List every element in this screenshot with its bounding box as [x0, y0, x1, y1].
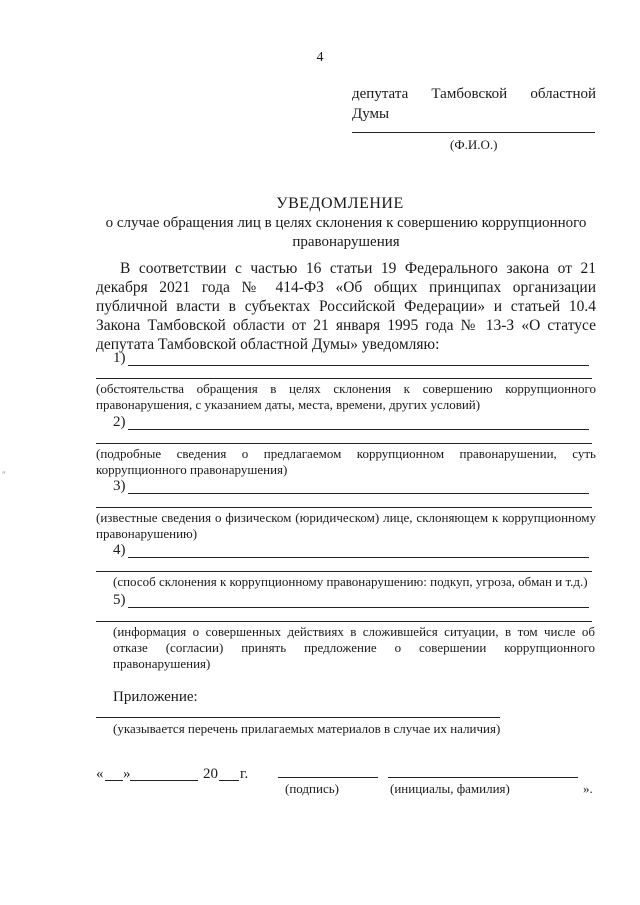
item-blank-line: [128, 607, 589, 608]
item-caption: (обстоятельства обращения в целях склонения к совершению коррупционного правонарушения, с указанием даты, места, времени, других условий): [96, 381, 596, 412]
fio-blank-line: [352, 132, 595, 133]
addressee-word: депутата: [352, 86, 409, 102]
name-caption: (инициалы, фамилия): [390, 781, 510, 796]
date-year-blank: [219, 780, 239, 781]
item-number: 2): [113, 414, 126, 430]
item-blank-line: [96, 507, 592, 508]
date-month-blank: [130, 780, 198, 781]
attachment-label: Приложение:: [113, 689, 198, 705]
item-number: 5): [113, 592, 126, 608]
item-blank-line: [128, 557, 589, 558]
signature-blank-line: [278, 777, 378, 778]
item-caption: (известные сведения о физическом (юридическом) лице, склоняющем к коррупционному правонарушению): [96, 510, 596, 541]
item-blank-line: [128, 493, 589, 494]
item-caption: (информация о совершенных действиях в сложившейся ситуации, в том числе об отказе (согласии) принять предложение о совершении коррупционного правонарушения): [113, 624, 595, 671]
item-caption: (способ склонения к коррупционному правонарушению: подкуп, угроза, обман и т.д.): [113, 574, 588, 589]
addressee-line-2: Думы: [352, 106, 390, 122]
item-blank-line: [96, 621, 592, 622]
item-number: 3): [113, 478, 126, 494]
item-blank-line: [128, 365, 589, 366]
date-year-prefix: 20: [203, 766, 218, 782]
date-open-quote: «: [96, 766, 104, 782]
date-day-blank: [105, 780, 123, 781]
item-caption: (подробные сведения о предлагаемом коррупционном правонарушении, суть коррупционного правонарушения): [96, 446, 596, 477]
attachment-blank-line: [96, 717, 500, 718]
body-paragraph: В соответствии с частью 16 статьи 19 Федерального закона от 21 декабря 2021 года № 414-ФЗ «Об общих принципах организации публичной власти в субъектах Российской Федерации» и статьей 10.4 Закона Тамбовской области от 21 января 1995 года № 13-З «О статусе депутата Тамбовской областной Думы» уведомляю:: [96, 260, 596, 353]
signature-caption: (подпись): [285, 781, 339, 796]
fio-caption: (Ф.И.О.): [450, 137, 498, 152]
document-subtitle: о случае обращения лиц в целях склонения к совершению коррупционного правонарушения: [105, 215, 587, 250]
margin-mark: ": [2, 470, 6, 480]
item-blank-line: [96, 571, 592, 572]
item-number: 1): [113, 350, 126, 366]
addressee-word: Тамбовской: [431, 86, 508, 102]
item-number: 4): [113, 542, 126, 558]
item-blank-line: [96, 378, 592, 379]
date-year-suffix: г.: [240, 766, 249, 782]
item-blank-line: [128, 429, 589, 430]
item-blank-line: [96, 443, 592, 444]
addressee-line: [352, 86, 596, 103]
addressee-word: областной: [530, 86, 596, 102]
name-blank-line: [388, 777, 578, 778]
date-close-quote: »: [123, 766, 131, 782]
attachment-caption: (указывается перечень прилагаемых материалов в случае их наличия): [113, 721, 501, 736]
page-number: 4: [316, 50, 324, 65]
closing-quote-mark: ».: [583, 781, 593, 796]
document-title: УВЕДОМЛЕНИЕ: [276, 195, 404, 212]
